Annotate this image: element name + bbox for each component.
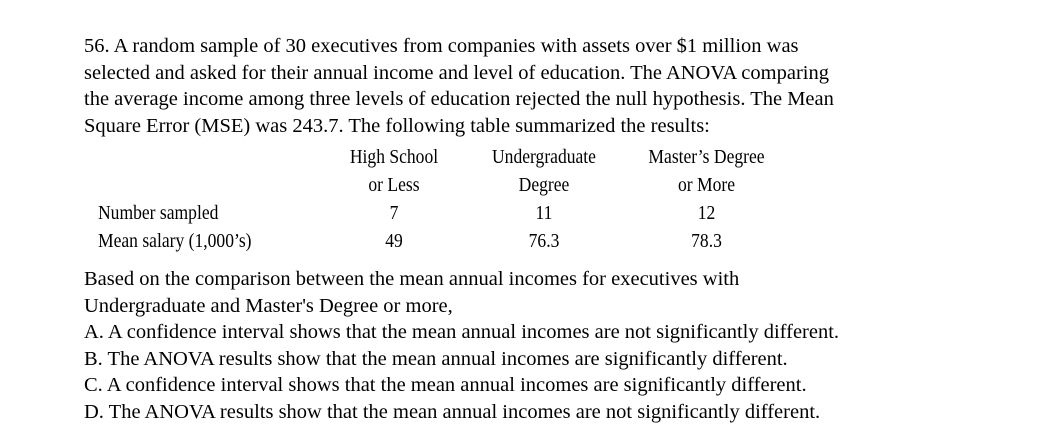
column-header-masters: Master’s Degree [648, 147, 765, 168]
column-subheader-undergraduate: Degree [518, 175, 570, 196]
column-header-undergraduate: Undergraduate [492, 147, 596, 168]
column-subheader-high-school: or Less [368, 175, 420, 196]
table-cell: 11 [535, 203, 553, 224]
answer-section [84, 266, 839, 425]
option-d: D. The ANOVA results show that the mean annual incomes are not significantly different. [84, 400, 821, 423]
table-cell: 49 [385, 231, 403, 252]
row-label-number-sampled: Number sampled [98, 203, 219, 224]
question-line: 56. A random sample of 30 executives from companies with assets over $1 million was [84, 35, 799, 57]
option-c: C. A confidence interval shows that the mean annual incomes are significantly different. [84, 374, 807, 396]
table-cell: 76.3 [528, 231, 560, 252]
question-line: the average income among three levels of education rejected the null hypothesis. The Mean [84, 88, 834, 110]
column-header-high-school: High School [349, 147, 439, 168]
table-cell: 78.3 [691, 231, 722, 252]
prompt-line: Based on the comparison between the mean annual incomes for executives with [84, 268, 740, 290]
row-label-mean-salary: Mean salary (1,000’s) [98, 231, 252, 252]
table-cell: 12 [697, 203, 716, 224]
question-text [84, 33, 984, 139]
column-subheader-masters: or More [677, 175, 736, 196]
option-a: A. A confidence interval shows that the mean annual incomes are not significantly different. [84, 321, 840, 343]
table-cell: 7 [389, 203, 399, 224]
question-line: selected and asked for their annual income and level of education. The ANOVA comparing [84, 61, 829, 84]
option-b: B. The ANOVA results show that the mean annual incomes are significantly different. [84, 347, 788, 370]
prompt-line: Undergraduate and Master's Degree or more, [84, 294, 453, 317]
question-line: Square Error (MSE) was 243.7. The following table summarized the results: [84, 114, 710, 137]
